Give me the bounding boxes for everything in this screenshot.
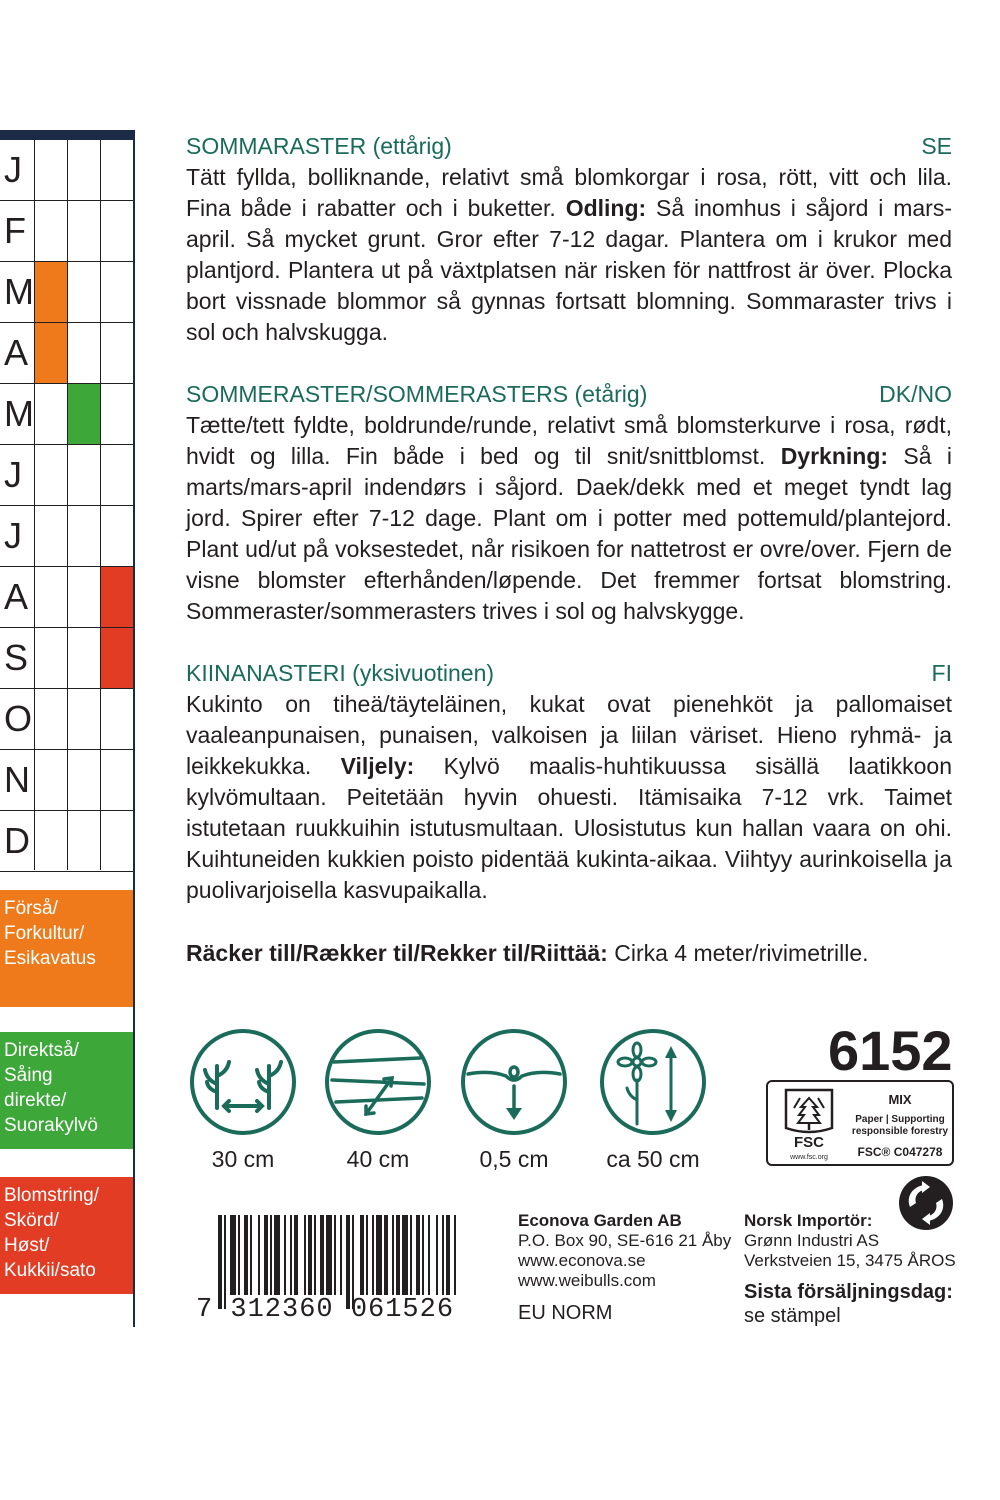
language-code: SE: [921, 133, 952, 159]
calendar-divider: [0, 871, 133, 872]
month-label: J: [4, 149, 22, 190]
barcode-bar: [442, 1215, 444, 1295]
legend-line: Esikavatus: [4, 948, 96, 969]
calendar-cell: [68, 750, 100, 810]
barcode-bar: [410, 1215, 412, 1295]
sowing-depth-value: 0,5 cm: [479, 1146, 549, 1172]
sowing-calendar: [0, 130, 135, 1327]
legend-bloom: [0, 1177, 133, 1294]
eu-norm: EU NORM: [518, 1302, 613, 1324]
calendar-cell: [101, 567, 133, 627]
calendar-cell: [35, 506, 67, 566]
company-po-box: P.O. Box 90, SE-616 21 Åby: [518, 1231, 732, 1250]
section-title: SOMMERASTER/SOMMERASTERS (etårig): [186, 381, 648, 407]
last-sale-date: [744, 1280, 953, 1328]
legend-line: direkte/: [4, 1090, 67, 1111]
fsc-code: FSC® C047278: [857, 1145, 943, 1159]
barcode-bar: [340, 1215, 342, 1295]
barcode-bar: [392, 1215, 394, 1295]
barcode-bar: [366, 1215, 368, 1295]
last-sale-label: Sista försäljningsdag:: [744, 1281, 953, 1303]
calendar-cell: [35, 201, 67, 261]
barcode-bar: [270, 1215, 272, 1295]
barcode-bar: [304, 1215, 306, 1295]
barcode-bar: [274, 1215, 280, 1295]
calendar-cell: [101, 811, 133, 871]
barcode-bar: [238, 1215, 240, 1295]
barcode-bar: [326, 1215, 332, 1295]
barcode-bar: [230, 1215, 236, 1295]
calendar-cell: [68, 201, 100, 261]
calendar-cell: [101, 140, 133, 200]
calendar-cell: [35, 811, 67, 871]
article-number: 6152: [828, 1019, 953, 1082]
language-code: DK/NO: [879, 381, 952, 407]
calendar-cell: [101, 384, 133, 444]
importer-street: Verkstveien 15, 3475 ÅROS: [744, 1251, 956, 1270]
barcode-bar: [244, 1215, 248, 1295]
calendar-cell: [68, 506, 100, 566]
section-body: Tætte/tett fyldte, boldrunde/runde, relativt små blomsterkurve i rosa, rødt, hvidt og lilla. Fin både i bed og til snit/snittblomst. Dyrkning: Så i marts/mars-april indendørs i såjord. Daek/dekk med et meget tyndt lag jord. Spirer efter 7-12 dage. Plant om i potter med pottemuld/plantejord. Plant ud/ut på voksestedet, når risikoen for nattetrost er ovre/over. Fjern de visne blomster efterhånden/løpende. Det fremmer fortsat blomstring. Sommeraster/sommerasters trives i sol og halvskygge.: [186, 412, 952, 624]
row-spacing-value: 40 cm: [346, 1146, 410, 1172]
fsc-site: www.fsc.org: [790, 1154, 828, 1161]
calendar-cell: [101, 628, 133, 688]
barcode-bar: [308, 1215, 312, 1295]
sowing-depth-icon: [460, 1028, 568, 1136]
legend-line: Skörd/: [4, 1210, 59, 1231]
company-name: Econova Garden AB: [518, 1211, 682, 1230]
section-title: KIINANASTERI (yksivuotinen): [186, 660, 495, 686]
calendar-cell: [35, 567, 67, 627]
calendar-cell: [101, 750, 133, 810]
barcode-bar: [376, 1215, 382, 1295]
fsc-mix: MIX: [888, 1092, 912, 1107]
plant-height: [598, 1028, 708, 1173]
barcode-bar: [402, 1215, 408, 1295]
barcode-bar: [416, 1215, 420, 1295]
month-label: M: [4, 271, 34, 312]
month-label: O: [4, 698, 33, 739]
month-label: S: [4, 637, 29, 678]
plant-height-value: ca 50 cm: [606, 1146, 700, 1172]
calendar-cell: [101, 323, 133, 383]
calendar-column-line: [67, 140, 68, 870]
barcode-bar: [360, 1215, 364, 1295]
month-label: A: [4, 576, 29, 617]
legend-line: Suorakylvö: [4, 1115, 98, 1136]
calendar-cell: [68, 323, 100, 383]
legend-line: Blomstring/: [4, 1185, 100, 1206]
calendar-column-line: [34, 140, 35, 870]
calendar-cell: [35, 689, 67, 749]
month-label: J: [4, 454, 22, 495]
sowing-depth: [459, 1028, 569, 1173]
fsc-logo-text: FSC: [794, 1134, 824, 1151]
barcode-bar: [284, 1215, 286, 1295]
calendar-cell: [35, 445, 67, 505]
barcode-bar: [446, 1215, 450, 1295]
month-label: N: [4, 759, 30, 800]
company-web-2: www.weibulls.com: [518, 1271, 656, 1290]
plant-spacing-value: 30 cm: [211, 1146, 275, 1172]
importer-name: Grønn Industri AS: [744, 1231, 880, 1250]
barcode-bar: [428, 1215, 430, 1295]
legend-line: Forkultur/: [4, 923, 85, 944]
legend-line: Kukkii/sato: [4, 1260, 96, 1281]
barcode-bar: [334, 1215, 336, 1295]
calendar-cell: [35, 628, 67, 688]
section-body: Kukinto on tiheä/täyteläinen, kukat ovat pienehköt ja pallomaiset vaaleanpunaisen, punaisen, valkoisen ja liilan väriset. Hieno ryhmä- ja leikkekukka. Viljely: Kylvö maalis-huhtikuussa sisällä laatikkoon kylvömultaan. Peitetään hyvin ohuesti. Itämisaika 7-12 vrk. Taimet istutetaan ruukkuihin istutusmultaan. Ulosistutus kun hallan vaara on ohi. Kuihtuneiden kukkien poisto pidentää kukinta-aikaa. Viihtyy aurinkoisella ja puolivarjoisella kasvupaikalla.: [186, 691, 952, 903]
fsc-description: Paper | Supporting responsible forestry: [851, 1114, 949, 1137]
section-danish-norwegian: [186, 379, 952, 627]
barcode-bar: [396, 1215, 400, 1295]
calendar-top-bar: [0, 130, 135, 140]
barcode-bar: [320, 1215, 324, 1295]
section-finnish: [186, 658, 952, 906]
legend-sow-indoor: [0, 890, 133, 1007]
importer-label: Norsk Importör:: [744, 1211, 873, 1230]
calendar-cell: [68, 628, 100, 688]
calendar-cell: [68, 445, 100, 505]
calendar-cell: [101, 506, 133, 566]
legend-line: Såing: [4, 1065, 53, 1086]
coverage-label: Räcker till/Rækker til/Rekker til/Riittää:: [186, 940, 608, 966]
calendar-cell: [35, 140, 67, 200]
calendar-cell: [35, 384, 67, 444]
plant-spacing-icon: [189, 1028, 297, 1136]
barcode: [196, 1215, 468, 1325]
coverage-line: [186, 938, 869, 969]
importer-address: [744, 1211, 956, 1271]
section-body: Tätt fyllda, bolliknande, relativt små blomkorgar i rosa, rött, vitt och lila. Fina både i rabatter och i buketter. Odling: Så inomhus i såjord i mars-april. Så mycket grunt. Gror efter 7-12 dagar. Plantera om i krukor med plantjord. Plantera ut på växtplatsen när risken för nattfrost är över. Plocka bort vissnade blommor så gynnas fortsatt blomning. Sommaraster trivs i sol och halvskugga.: [186, 164, 952, 345]
plant-height-icon: [599, 1028, 707, 1136]
calendar-cell: [68, 384, 100, 444]
month-label: A: [4, 332, 29, 373]
barcode-bar: [314, 1215, 316, 1295]
calendar-cell: [68, 262, 100, 322]
legend-sow-direct: [0, 1032, 133, 1149]
barcode-bar: [384, 1215, 388, 1295]
section-swedish: [186, 131, 952, 348]
barcode-bar: [250, 1215, 252, 1295]
company-address: [518, 1211, 731, 1291]
barcode-bar: [454, 1215, 456, 1295]
calendar-cell: [101, 262, 133, 322]
legend-line: Høst/: [4, 1235, 50, 1256]
calendar-cell: [35, 323, 67, 383]
month-label: M: [4, 393, 34, 434]
calendar-cell: [101, 445, 133, 505]
calendar-cell: [68, 140, 100, 200]
month-label: D: [4, 820, 30, 861]
calendar-cell: [68, 811, 100, 871]
fsc-tree-icon: [774, 1084, 844, 1164]
barcode-bar: [436, 1215, 438, 1295]
barcode-bar: [372, 1215, 374, 1295]
barcode-bar: [258, 1215, 260, 1295]
calendar-cell: [68, 689, 100, 749]
row-spacing: [323, 1028, 433, 1173]
row-spacing-icon: [324, 1028, 432, 1136]
calendar-cell: [35, 262, 67, 322]
barcode-bar: [294, 1215, 298, 1295]
calendar-cell: [101, 201, 133, 261]
section-title: SOMMARASTER (ettårig): [186, 133, 452, 159]
barcode-bar: [264, 1215, 268, 1295]
month-label: F: [4, 210, 26, 251]
calendar-right-bar: [133, 130, 135, 1327]
barcode-bar: [422, 1215, 424, 1295]
fsc-label: [766, 1080, 954, 1166]
coverage-value: Cirka 4 meter/rivimetrille.: [607, 940, 869, 966]
legend-line: Förså/: [4, 898, 58, 919]
calendar-cell: [68, 567, 100, 627]
company-web-1: www.econova.se: [518, 1251, 646, 1270]
plant-spacing: [188, 1028, 298, 1173]
calendar-column-line: [100, 140, 101, 870]
calendar-cell: [35, 750, 67, 810]
calendar-cell: [101, 689, 133, 749]
last-sale-value: se stämpel: [744, 1305, 841, 1327]
legend-line: Direktså/: [4, 1040, 79, 1061]
language-code: FI: [931, 660, 952, 686]
barcode-bar: [290, 1215, 292, 1295]
barcode-digits: 7 312360 061526: [196, 1295, 455, 1325]
month-label: J: [4, 515, 22, 556]
